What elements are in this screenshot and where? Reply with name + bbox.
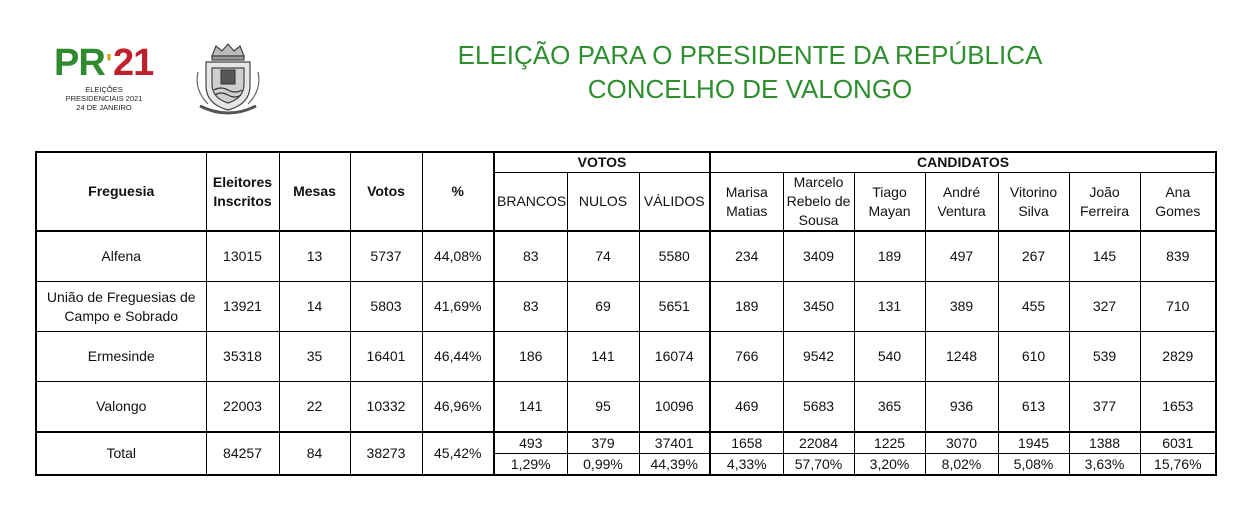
logo-letter-p: P: [54, 42, 79, 84]
cell-nulos: 74: [567, 231, 639, 282]
total-pct-candidate: 3,63%: [1069, 454, 1140, 476]
logo-number: 21: [113, 42, 154, 84]
cell-votos: 16401: [350, 332, 422, 382]
cell-candidate: 234: [710, 231, 783, 282]
cell-validos: 10096: [639, 382, 710, 433]
header-row-groups: [36, 152, 1216, 173]
total-label: Total: [36, 432, 206, 475]
cell-eleitores: 35318: [206, 332, 279, 382]
cell-percent: 46,96%: [422, 382, 494, 433]
cell-candidate: 3450: [783, 282, 854, 332]
cell-candidate: 327: [1069, 282, 1140, 332]
cell-candidate: 267: [998, 231, 1069, 282]
cell-validos: 16074: [639, 332, 710, 382]
cell-freguesia: Valongo: [36, 382, 206, 433]
total-mesas: 84: [279, 432, 350, 475]
cell-mesas: 13: [279, 231, 350, 282]
header-mesas: Mesas: [279, 152, 350, 231]
cell-eleitores: 13015: [206, 231, 279, 282]
logo-letter-r: R: [78, 42, 105, 84]
header-votos: Votos: [350, 152, 422, 231]
header-percent: %: [422, 152, 494, 231]
cell-eleitores: 13921: [206, 282, 279, 332]
total-brancos: 493: [494, 432, 567, 454]
cell-candidate: 365: [854, 382, 925, 433]
cell-candidate: 189: [854, 231, 925, 282]
pr21-logo-mark: [54, 44, 169, 82]
cell-freguesia: União de Freguesias de Campo e Sobrado: [36, 282, 206, 332]
total-nulos: 379: [567, 432, 639, 454]
cell-brancos: 83: [494, 282, 567, 332]
header-candidate: Ana Gomes: [1140, 173, 1216, 232]
valongo-crest-icon: [188, 42, 268, 118]
header-brancos: BRANCOS: [494, 173, 567, 232]
cell-freguesia: Alfena: [36, 231, 206, 282]
table-row: [36, 231, 1216, 282]
total-candidate: 3070: [925, 432, 998, 454]
header-validos: VÁLIDOS: [639, 173, 710, 232]
cell-freguesia: Ermesinde: [36, 332, 206, 382]
cell-candidate: 189: [710, 282, 783, 332]
pr21-logo-subtitle: [54, 85, 154, 112]
total-candidate: 1658: [710, 432, 783, 454]
total-validos: 37401: [639, 432, 710, 454]
header-nulos: NULOS: [567, 173, 639, 232]
election-results-table: [35, 151, 1217, 476]
cell-candidate: 377: [1069, 382, 1140, 433]
cell-percent: 41,69%: [422, 282, 494, 332]
logo-sub-line-3: 24 DE JANEIRO: [76, 103, 132, 112]
header-candidate: Tiago Mayan: [854, 173, 925, 232]
total-candidate: 1945: [998, 432, 1069, 454]
cell-candidate: 9542: [783, 332, 854, 382]
title-line-2: CONCELHO DE VALONGO: [587, 74, 913, 104]
cell-candidate: 455: [998, 282, 1069, 332]
total-eleitores: 84257: [206, 432, 279, 475]
cell-nulos: 95: [567, 382, 639, 433]
header-candidate: Vitorino Silva: [998, 173, 1069, 232]
total-pct-candidate: 3,20%: [854, 454, 925, 476]
cell-candidate: 539: [1069, 332, 1140, 382]
cell-candidate: 5683: [783, 382, 854, 433]
cell-candidate: 389: [925, 282, 998, 332]
header-votos-group: VOTOS: [494, 152, 710, 173]
cell-votos: 5737: [350, 231, 422, 282]
cell-votos: 10332: [350, 382, 422, 433]
header-candidate: Marisa Matias: [710, 173, 783, 232]
cell-nulos: 141: [567, 332, 639, 382]
table-row: [36, 332, 1216, 382]
total-candidate: 1225: [854, 432, 925, 454]
cell-candidate: 497: [925, 231, 998, 282]
total-pct-candidate: 15,76%: [1140, 454, 1216, 476]
cell-eleitores: 22003: [206, 382, 279, 433]
table-row: [36, 282, 1216, 332]
pr21-logo: [54, 44, 169, 116]
cell-candidate: 2829: [1140, 332, 1216, 382]
cell-mesas: 14: [279, 282, 350, 332]
cell-candidate: 145: [1069, 231, 1140, 282]
total-pct-candidate: 57,70%: [783, 454, 854, 476]
total-percent: 45,42%: [422, 432, 494, 475]
header-candidate: João Ferreira: [1069, 173, 1140, 232]
logo-sub-line-1: ELEIÇÕES: [85, 85, 123, 94]
cell-brancos: 141: [494, 382, 567, 433]
cell-candidate: 540: [854, 332, 925, 382]
header-candidate: Marcelo Rebelo de Sousa: [783, 173, 854, 232]
total-pct-candidate: 8,02%: [925, 454, 998, 476]
logo-sub-line-2: PRESIDENCIAIS 2021: [65, 94, 143, 103]
header-freguesia: Freguesia: [36, 152, 206, 231]
total-row: [36, 432, 1216, 454]
cell-brancos: 186: [494, 332, 567, 382]
cell-candidate: 766: [710, 332, 783, 382]
total-candidate: 22084: [783, 432, 854, 454]
cell-candidate: 1248: [925, 332, 998, 382]
logo-apostrophe: ': [105, 48, 111, 78]
header-eleitores: Eleitores Inscritos: [206, 152, 279, 231]
cell-candidate: 613: [998, 382, 1069, 433]
cell-candidate: 469: [710, 382, 783, 433]
total-candidate: 6031: [1140, 432, 1216, 454]
cell-brancos: 83: [494, 231, 567, 282]
cell-candidate: 710: [1140, 282, 1216, 332]
table-row: [36, 382, 1216, 433]
cell-nulos: 69: [567, 282, 639, 332]
total-pct-validos: 44,39%: [639, 454, 710, 476]
cell-percent: 44,08%: [422, 231, 494, 282]
cell-votos: 5803: [350, 282, 422, 332]
cell-candidate: 839: [1140, 231, 1216, 282]
total-candidate: 1388: [1069, 432, 1140, 454]
cell-validos: 5651: [639, 282, 710, 332]
total-pct-nulos: 0,99%: [567, 454, 639, 476]
header-candidate: André Ventura: [925, 173, 998, 232]
cell-candidate: 1653: [1140, 382, 1216, 433]
cell-candidate: 936: [925, 382, 998, 433]
total-pct-candidate: 5,08%: [998, 454, 1069, 476]
cell-validos: 5580: [639, 231, 710, 282]
cell-mesas: 22: [279, 382, 350, 433]
cell-mesas: 35: [279, 332, 350, 382]
title-line-1: ELEIÇÃO PARA O PRESIDENTE DA REPÚBLICA: [457, 40, 1043, 70]
total-votos: 38273: [350, 432, 422, 475]
header-candidatos-group: CANDIDATOS: [710, 152, 1216, 173]
total-pct-brancos: 1,29%: [494, 454, 567, 476]
document-title: [440, 38, 1060, 106]
cell-candidate: 131: [854, 282, 925, 332]
cell-candidate: 3409: [783, 231, 854, 282]
cell-percent: 46,44%: [422, 332, 494, 382]
total-pct-candidate: 4,33%: [710, 454, 783, 476]
cell-candidate: 610: [998, 332, 1069, 382]
